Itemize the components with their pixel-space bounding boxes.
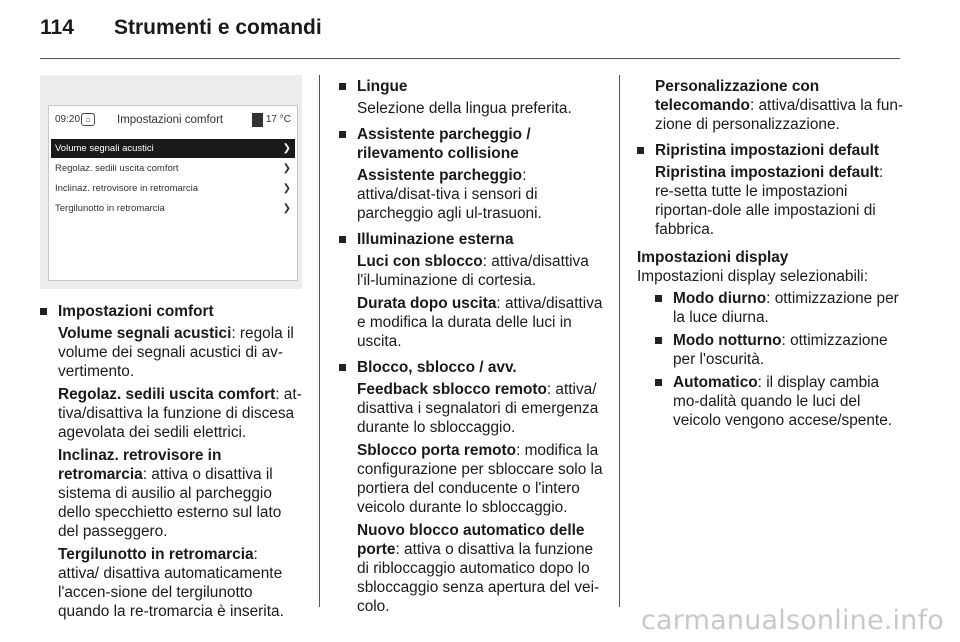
description (339, 294, 604, 351)
column-divider-2 (619, 75, 620, 607)
description (637, 77, 905, 134)
definition: : ottimizzazione per la luce diurna. (673, 290, 899, 326)
term: Modo diurno (673, 290, 767, 307)
description (40, 324, 302, 381)
definition: : at-tiva/disattiva la funzione di discesa agevolata dei sedili elettrici. (58, 386, 302, 441)
screen-status-bar (49, 106, 297, 133)
bullet-item (655, 373, 905, 430)
description (40, 545, 302, 621)
definition: : attiva/disattiva la fun-zione di personalizzazione. (655, 97, 904, 133)
term: Personalizzazione con telecomando (655, 78, 820, 114)
menu-item (51, 199, 295, 218)
bullet-item: Lingue (339, 77, 604, 96)
term: Durata dopo uscita (357, 295, 497, 312)
display-illustration (40, 75, 302, 289)
page-header (40, 16, 322, 46)
definition: : attiva/disattiva l'il-luminazione di cortesia. (357, 253, 589, 289)
definition: : ottimizzazione per l'oscurità. (673, 332, 888, 368)
menu-item-label: Tergilunotto in retromarcia (55, 203, 165, 214)
definition: : attiva o disattiva il sistema di ausilio al parcheggio dello specchietto esterno sul lato del passeggero. (58, 466, 282, 540)
definition: : regola il volume dei segnali acustici di av-vertimento. (58, 325, 294, 380)
display-screen (48, 105, 298, 281)
menu-item-label: Inclinaz. retrovisore in retromarcia (55, 183, 199, 194)
term: Ripristina impostazioni default (655, 164, 880, 181)
header-rule (40, 58, 900, 59)
term: Luci con sblocco (357, 253, 483, 270)
definition: : re-setta tutte le impostazioni riportan-dole alle impostazioni di fabbrica. (655, 164, 884, 238)
chevron-right-icon: ❯ (282, 163, 291, 174)
definition: : attiva/ disattiva automaticamente l'accen-sione del tergilunotto quando la re-tromarcia è inserita. (58, 546, 284, 620)
column-2 (339, 77, 604, 616)
description (339, 521, 604, 616)
menu-item (51, 139, 295, 158)
term: Feedback sblocco remoto (357, 381, 547, 398)
description (40, 385, 302, 442)
section-intro: Impostazioni display selezionabili: (637, 268, 868, 285)
term: Nuovo blocco automatico delle porte (357, 522, 585, 558)
term: Automatico (673, 374, 758, 391)
bullet-item: Illuminazione esterna (339, 230, 604, 249)
bullet-item: Blocco, sblocco / avv. (339, 358, 604, 377)
page-number: 114 (40, 16, 74, 39)
description (637, 163, 905, 239)
menu-item-label: Volume segnali acustici (55, 143, 154, 154)
description (339, 252, 604, 290)
bullet-item: Impostazioni comfort (40, 302, 302, 321)
chevron-right-icon: ❯ (282, 203, 291, 214)
definition: : il display cambia mo-dalità quando le luci del veicolo vengono accese/spente. (673, 374, 893, 429)
clock-time: 09:20 (55, 114, 81, 125)
term: Tergilunotto in retromarcia (58, 546, 254, 563)
temperature: 17 °C (265, 114, 291, 125)
description: Selezione della lingua preferita. (357, 100, 572, 117)
watermark: carmanualsonline.info (641, 605, 944, 636)
bullet-item (655, 331, 905, 369)
bullet-item (655, 289, 905, 327)
definition: : attiva/disattiva e modifica la durata delle luci in uscita. (357, 295, 603, 350)
term: Regolaz. sedili uscita comfort (58, 386, 276, 403)
column-3 (637, 77, 905, 430)
definition: : modifica la configurazione per sbloccare solo la portiera del conducente o l'intero veicolo durante lo sbloccaggio. (357, 442, 603, 516)
description (339, 166, 604, 223)
term: Inclinaz. retrovisore in retromarcia (58, 447, 222, 483)
chapter-title: Strumenti e comandi (114, 16, 322, 39)
settings-icon: ⌂ (81, 113, 95, 126)
bullet-item: Assistente parcheggio / rilevamento collisione (339, 125, 604, 163)
chevron-right-icon: ❯ (282, 143, 291, 154)
menu-item-label: Regolaz. sedili uscita comfort (55, 163, 179, 174)
screen-title: Impostazioni comfort (117, 113, 224, 126)
definition: : attiva/ disattiva i segnalatori di emergenza durante lo sbloccaggio. (357, 381, 599, 436)
term: Modo notturno (673, 332, 782, 349)
menu-item (51, 179, 295, 198)
column-1 (40, 302, 302, 621)
description (40, 446, 302, 541)
bullet-item: Ripristina impostazioni default (637, 141, 905, 160)
menu-item (51, 159, 295, 178)
section-heading: Impostazioni display (637, 249, 789, 266)
term: Assistente parcheggio (357, 167, 523, 184)
description (339, 380, 604, 437)
column-divider-1 (319, 75, 320, 607)
term: Volume segnali acustici (58, 325, 232, 342)
definition: : attiva o disattiva la funzione di ribloccaggio automatico dopo lo sbloccaggio senza apertura del vei-colo. (357, 541, 600, 615)
term: Sblocco porta remoto (357, 442, 517, 459)
screen-menu (51, 139, 295, 219)
definition: : attiva/disat-tiva i sensori di parcheggio agli ul-trasuoni. (357, 167, 542, 222)
chevron-right-icon: ❯ (282, 183, 291, 194)
description (339, 441, 604, 517)
thermometer-icon (252, 113, 263, 127)
